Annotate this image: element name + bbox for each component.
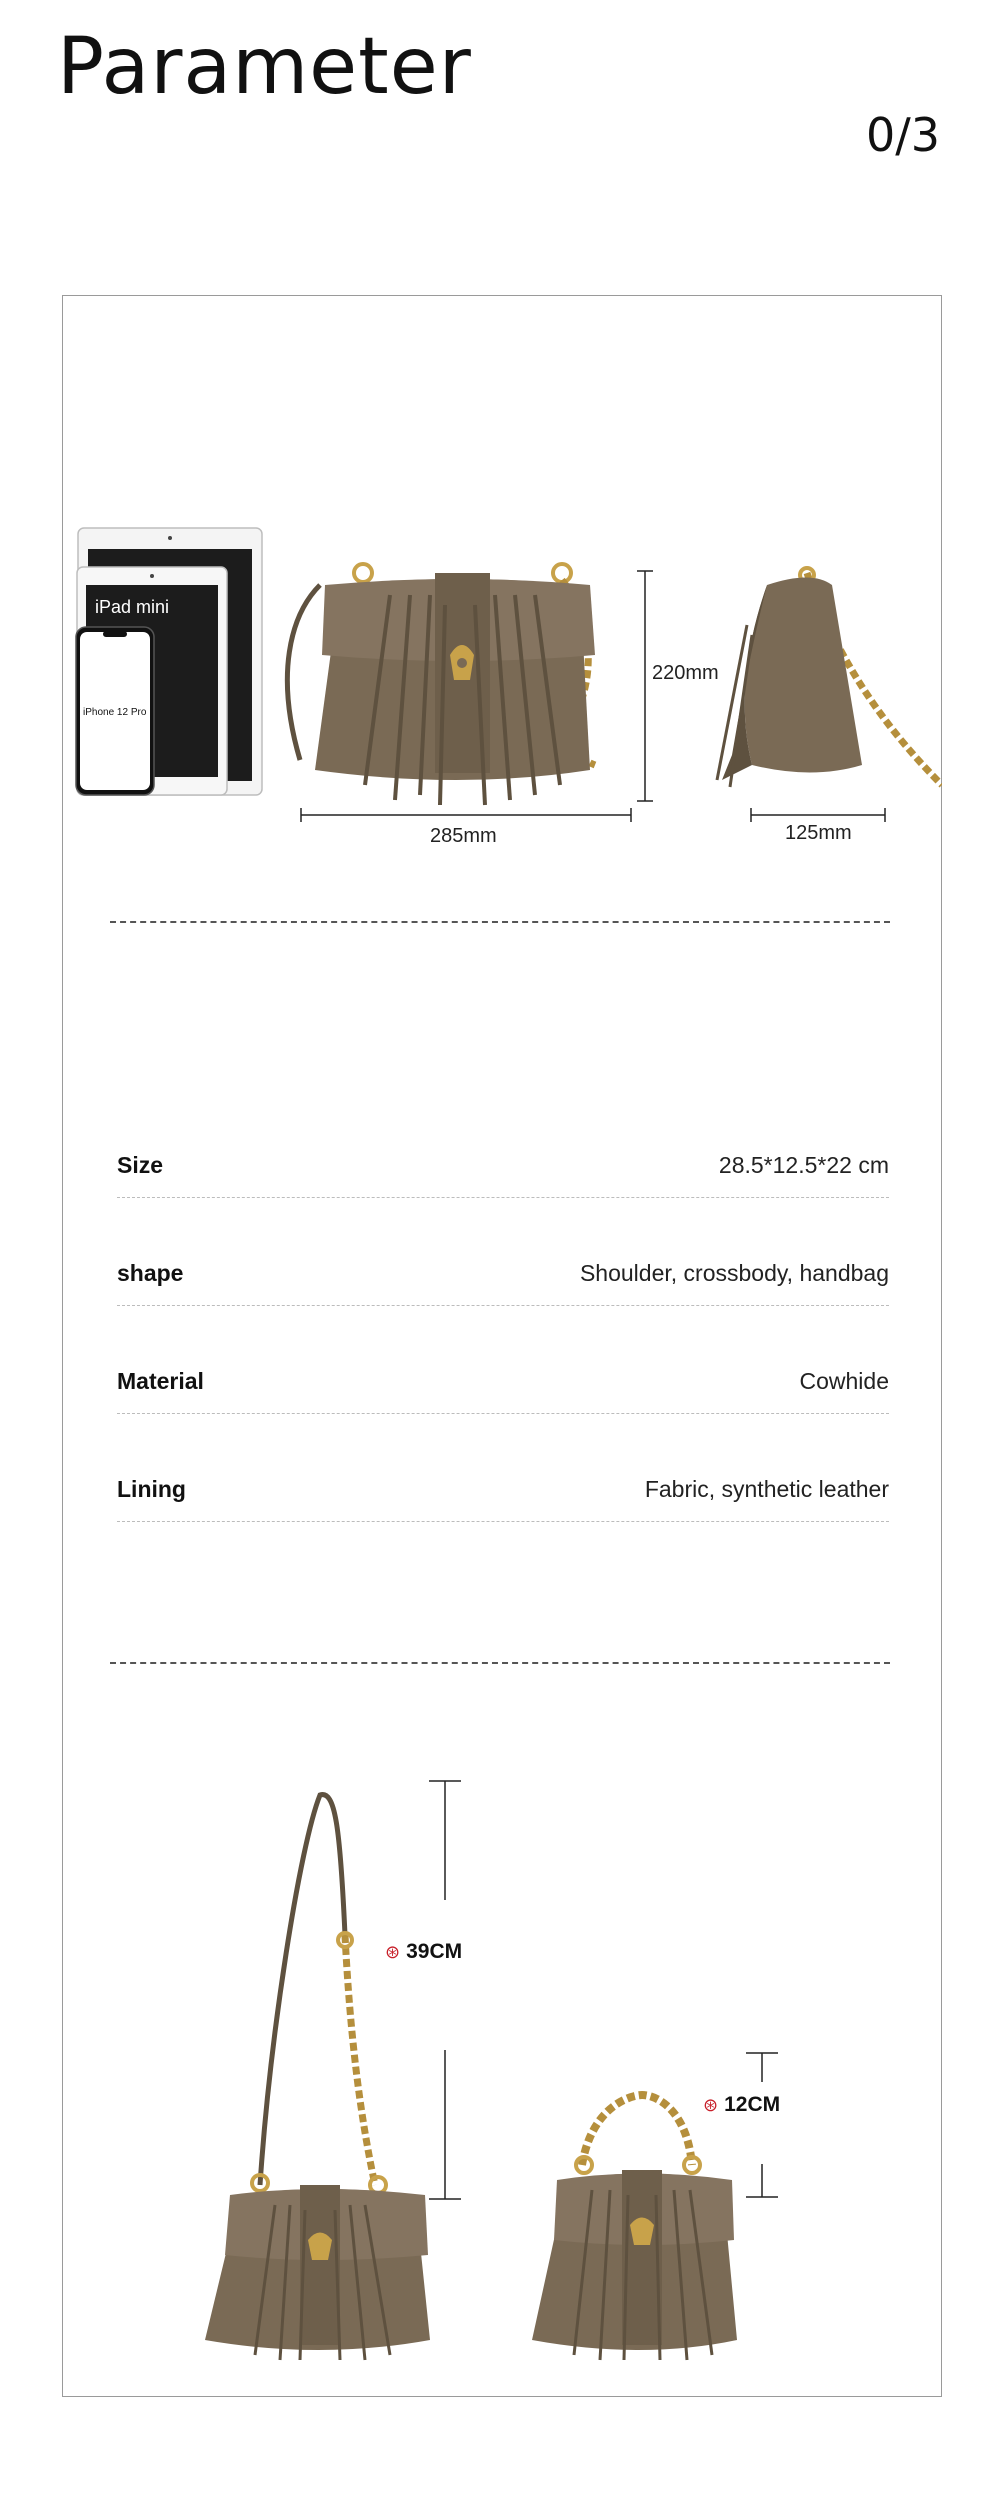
spec-row-shape xyxy=(117,1198,889,1306)
spec-row-size xyxy=(117,1090,889,1198)
spec-label: Lining xyxy=(117,1476,186,1502)
handle-drop-measure xyxy=(703,2093,780,2117)
height-dimension-label: 220mm xyxy=(652,662,719,684)
shoulder-drop-line xyxy=(427,1780,463,2200)
spec-label: Size xyxy=(117,1152,164,1178)
spec-row-material xyxy=(117,1306,889,1414)
device-size-reference xyxy=(75,527,265,797)
handle-drop-line xyxy=(744,2052,780,2198)
spec-value: 28.5*12.5*22 cm xyxy=(718,1152,889,1178)
bag-shoulder-strap-view xyxy=(200,1785,450,2365)
spec-row-lining xyxy=(117,1414,889,1522)
section-divider-bottom xyxy=(110,1662,890,1664)
asterisk-mark-icon: ⊛ xyxy=(703,2095,719,2115)
spec-label: shape xyxy=(117,1260,184,1286)
bag-handle-view xyxy=(522,2085,762,2375)
handle-drop-label: 12CM xyxy=(724,2093,781,2116)
spec-label: Material xyxy=(117,1368,204,1394)
spec-table xyxy=(117,1090,889,1522)
bag-side-view xyxy=(712,565,942,795)
page-counter: 0/3 xyxy=(866,108,941,162)
depth-dimension-label: 125mm xyxy=(785,822,852,844)
spec-value: Shoulder, crossbody, handbag xyxy=(579,1260,889,1286)
width-dimension-label: 285mm xyxy=(430,825,497,847)
section-divider-top xyxy=(110,921,890,923)
width-dimension-line xyxy=(300,808,632,822)
height-dimension-line xyxy=(635,570,655,802)
shoulder-drop-label: 39CM xyxy=(406,1940,463,1963)
page-title: Parameter xyxy=(57,22,472,112)
bag-front-view xyxy=(270,555,650,825)
depth-dimension-line xyxy=(750,808,886,822)
spec-value: Fabric, synthetic leather xyxy=(644,1476,889,1502)
iphone-label: iPhone 12 Pro xyxy=(83,707,147,718)
ipad-mini-label: iPad mini xyxy=(95,597,170,617)
devices-illustration xyxy=(75,527,265,797)
shoulder-drop-measure xyxy=(385,1940,462,1964)
asterisk-mark-icon: ⊛ xyxy=(385,1942,401,1962)
spec-value: Cowhide xyxy=(799,1368,889,1394)
